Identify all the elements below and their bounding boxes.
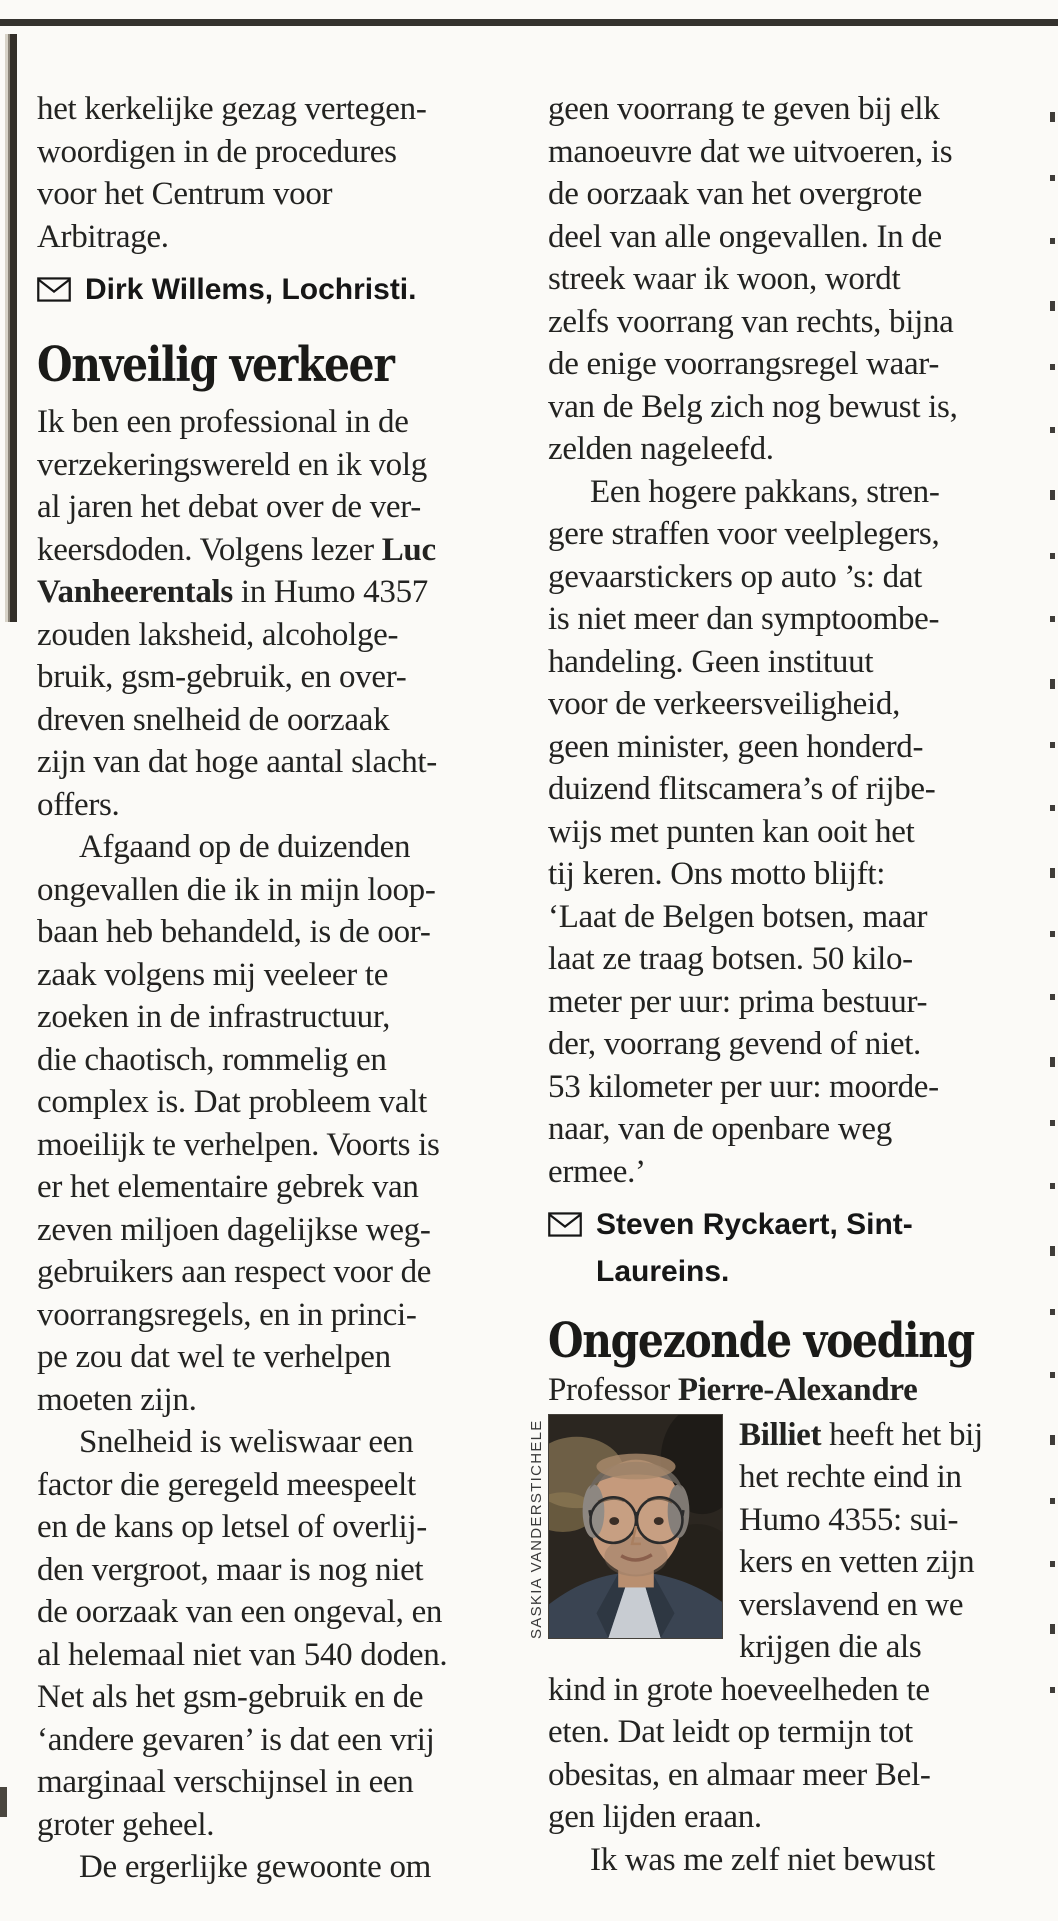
text-line: De ergerlijke gewoonte om — [79, 1849, 432, 1885]
text-line: kind in grote hoeveelheden te — [548, 1671, 930, 1708]
text-line: van de Belg zich nog bewust is, — [548, 388, 958, 425]
heading-onveilig-verkeer: Onveilig verkeer — [37, 337, 394, 393]
text-line: voor het Centrum voor — [37, 176, 333, 212]
letter-ongezonde-voeding-beside-photo — [739, 1414, 983, 1669]
portrait-photo — [548, 1414, 723, 1639]
edge-text-fragment — [1050, 1183, 1055, 1189]
text-line: den vergroot, maar is nog niet — [37, 1551, 424, 1588]
edge-text-fragment — [1050, 238, 1055, 244]
letter-onveilig-verkeer-text — [37, 401, 511, 1889]
text-line: woordigen in de procedures — [37, 133, 397, 170]
text-line: factor die geregeld meespeelt — [37, 1466, 416, 1503]
text-line: duizend flitscamera’s of rijbe- — [548, 771, 936, 807]
edge-text-fragment — [1050, 1624, 1055, 1634]
text-line: ‘Laat de Belgen botsen, maar — [548, 898, 928, 935]
text-line: Billiet heeft het bij — [739, 1416, 983, 1453]
edge-text-fragment — [1050, 427, 1055, 433]
text-line: ‘andere gevaren’ is dat een vrij — [37, 1721, 435, 1758]
text-line: de enige voorrangsregel waar- — [548, 346, 940, 382]
text-line: Ik ben een professional in de — [37, 404, 409, 440]
text-line: Een hogere pakkans, stren- — [590, 473, 940, 510]
edge-text-fragment — [1050, 1372, 1055, 1378]
letter-signature-dirk-willems — [37, 266, 511, 313]
text-line: die chaotisch, rommelig en — [37, 1041, 387, 1078]
letter-onveilig-verkeer-continued — [548, 88, 1028, 1193]
text-line: Humo 4355: sui- — [739, 1501, 959, 1538]
edge-text-fragment — [1050, 1435, 1055, 1445]
edge-text-fragment — [1050, 112, 1055, 122]
text-line: voorrangsregels, en in princi- — [37, 1296, 417, 1333]
envelope-icon — [548, 1212, 582, 1237]
text-line: laat ze traag botsen. 50 kilo- — [548, 941, 913, 977]
portrait-photo-illustration — [549, 1415, 722, 1638]
page-edge-scan-line — [5, 34, 17, 622]
text-line: het rechte eind in — [739, 1459, 962, 1495]
right-column — [528, 88, 1028, 1889]
text-line: moeten zijn. — [37, 1381, 197, 1418]
edge-text-fragment — [1050, 679, 1055, 689]
edge-text-fragment — [1050, 616, 1055, 622]
text-line: ermee.’ — [548, 1153, 646, 1190]
text-line: zeven miljoen dagelijkse weg- — [37, 1211, 431, 1248]
text-line: de oorzaak van een ongeval, en — [37, 1594, 443, 1630]
text-line: wijs met punten kan ooit het — [548, 813, 915, 850]
text-line: gebruikers aan respect voor de — [37, 1254, 432, 1290]
text-line: meter per uur: prima bestuur- — [548, 983, 928, 1020]
text-line: zelden nageleefd. — [548, 431, 774, 467]
text-line: pe zou dat wel te verhelpen — [37, 1339, 391, 1375]
text-line: tij keren. Ons motto blijft: — [548, 856, 886, 892]
text-line: Professor Pierre-Alexandre — [548, 1372, 918, 1408]
text-line: deel van alle ongevallen. In de — [548, 218, 942, 255]
signature-name: Steven Ryckaert, Sint- Laureins. — [596, 1208, 913, 1288]
photographer-credit: SASKIA VANDERSTICHELE — [528, 1418, 545, 1639]
edge-text-fragment — [1050, 553, 1055, 559]
text-line: voor de verkeersveiligheid, — [548, 686, 901, 722]
text-line: offers. — [37, 786, 120, 823]
text-line: eten. Dat leidt op termijn tot — [548, 1714, 913, 1750]
text-line: zoeken in de infrastructuur, — [37, 999, 391, 1035]
page-top-rule — [0, 19, 1058, 26]
edge-text-fragment — [1050, 1120, 1055, 1126]
text-line: naar, van de openbare weg — [548, 1111, 892, 1147]
edge-text-fragment — [1050, 994, 1055, 1000]
text-line: moeilijk te verhelpen. Voorts is — [37, 1126, 440, 1163]
edge-text-fragment — [1050, 1057, 1055, 1067]
edge-text-fragment — [1050, 1687, 1055, 1693]
text-line: verslavend en we — [739, 1586, 964, 1623]
text-line: marginaal verschijnsel in een — [37, 1764, 414, 1800]
text-line: handeling. Geen instituut — [548, 643, 874, 680]
text-line: Vanheerentals in Humo 4357 — [37, 574, 428, 610]
edge-text-fragment — [1050, 1561, 1055, 1567]
edge-text-fragment — [1050, 868, 1055, 878]
text-line: verzekeringswereld en ik volg — [37, 446, 427, 483]
text-line: Snelheid is weliswaar een — [79, 1424, 414, 1460]
text-line: der, voorrang gevend of niet. — [548, 1026, 922, 1062]
edge-text-fragment — [1050, 742, 1055, 748]
text-line: geen minister, geen honderd- — [548, 728, 924, 765]
text-line: Arbitrage. — [37, 218, 169, 255]
text-line: zijn van dat hoge aantal slacht- — [37, 744, 437, 780]
left-column — [37, 88, 511, 1889]
text-line: het kerkelijke gezag vertegen- — [37, 91, 427, 127]
text-line: en de kans op letsel of overlij- — [37, 1509, 427, 1545]
text-line: zaak volgens mij veeleer te — [37, 956, 389, 993]
text-line: Net als het gsm-gebruik en de — [37, 1679, 424, 1715]
text-line: gen lijden eraan. — [548, 1799, 762, 1835]
page-edge-fragment — [0, 1787, 7, 1817]
edge-text-fragment — [1050, 931, 1055, 937]
text-line: dreven snelheid de oorzaak — [37, 701, 390, 738]
edge-text-fragment — [1050, 1309, 1055, 1315]
text-line: gevaarstickers op auto ’s: dat — [548, 558, 923, 595]
text-line: bruik, gsm-gebruik, en over- — [37, 659, 407, 695]
text-line: 53 kilometer per uur: moorde- — [548, 1068, 939, 1105]
letter-signature-steven-ryckaert — [548, 1201, 1028, 1295]
signature-name: Dirk Willems, Lochristi. — [85, 273, 417, 306]
edge-text-fragment — [1050, 175, 1055, 181]
letters-page-body — [37, 88, 1028, 1889]
text-line: er het elementaire gebrek van — [37, 1169, 419, 1205]
text-line: kers en vetten zijn — [739, 1544, 975, 1580]
portrait-photo-block — [526, 1414, 723, 1669]
envelope-icon — [37, 277, 71, 302]
text-line: gere straffen voor veelplegers, — [548, 516, 940, 552]
text-line: zelfs voorrang van rechts, bijna — [548, 303, 954, 340]
edge-text-fragment — [1050, 805, 1055, 811]
text-line: geen voorrang te geven bij elk — [548, 91, 940, 127]
text-line: manoeuvre dat we uitvoeren, is — [548, 133, 953, 170]
letter-ongezonde-voeding-intro — [548, 1369, 1028, 1412]
text-line: keersdoden. Volgens lezer Luc — [37, 531, 436, 568]
text-line: de oorzaak van het overgrote — [548, 176, 922, 212]
portrait-photo-row — [526, 1414, 1028, 1669]
edge-text-fragment — [1050, 490, 1055, 500]
text-line: al helemaal niet van 540 doden. — [37, 1636, 448, 1673]
text-line: Ik was me zelf niet bewust — [590, 1841, 936, 1878]
text-line: obesitas, en almaar meer Bel- — [548, 1756, 931, 1793]
edge-text-fragment — [1050, 301, 1055, 311]
edge-text-fragment — [1050, 1498, 1055, 1504]
text-line: ongevallen die ik in mijn loop- — [37, 871, 436, 908]
text-line: baan heb behandeld, is de oor- — [37, 914, 431, 950]
text-line: zouden laksheid, alcoholge- — [37, 616, 399, 653]
edge-text-fragment — [1050, 1246, 1055, 1256]
text-line: is niet meer dan symptoombe- — [548, 601, 940, 637]
text-line: streek waar ik woon, wordt — [548, 261, 901, 297]
text-line: al jaren het debat over de ver- — [37, 489, 421, 525]
text-line: krijgen die als — [739, 1629, 922, 1665]
text-line: complex is. Dat probleem valt — [37, 1084, 427, 1120]
edge-text-fragment — [1050, 364, 1055, 370]
letter-arbitrage-text — [37, 88, 511, 258]
text-line: Afgaand op de duizenden — [79, 829, 411, 865]
text-line: groter geheel. — [37, 1806, 215, 1843]
letter-ongezonde-voeding-text — [548, 1669, 1028, 1882]
heading-ongezonde-voeding: Ongezonde voeding — [548, 1313, 974, 1369]
